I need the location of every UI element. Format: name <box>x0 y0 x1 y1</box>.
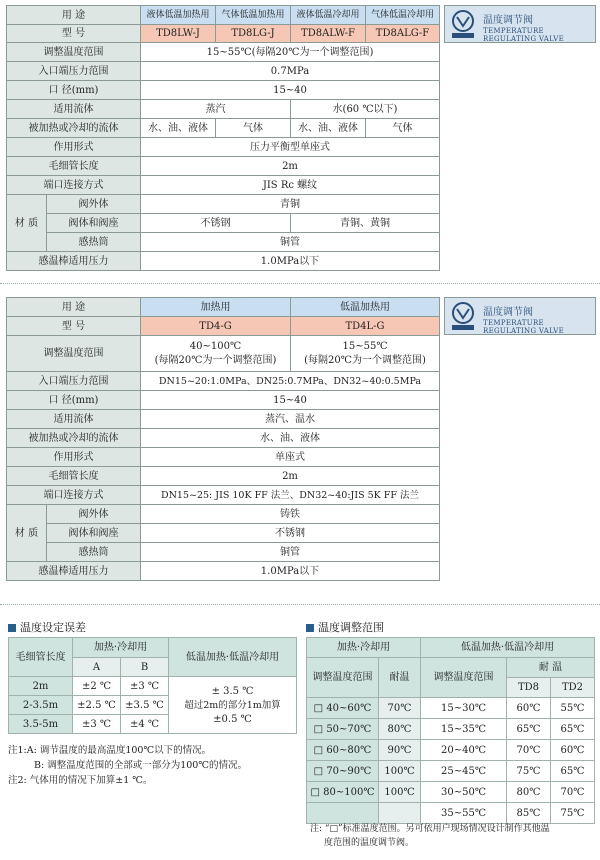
row-label: 被加热或冷却的流体 <box>7 429 141 448</box>
row-value: 青铜 <box>141 195 440 214</box>
range-note: (每隔20℃为一个调整范围) <box>154 355 277 366</box>
logo-en-title: TEMPERATURE REGULATING VALVE <box>483 27 564 43</box>
row-value: 蒸汽 <box>141 100 291 119</box>
row-value: 15~40 <box>141 391 440 410</box>
standard-range-marker: □ <box>313 702 324 714</box>
use-cell: 气体低温加热用 <box>216 6 291 25</box>
table-cell: 80℃ <box>507 782 551 803</box>
table-cell: ±3 ℃ <box>73 715 121 734</box>
row-value: JIS Rc 螺纹 <box>141 176 440 195</box>
note-line: B: 调整温度范围的全部或一部分为100℃的情况。 <box>34 760 247 771</box>
row-label: 适用流体 <box>7 100 141 119</box>
venn-logo-icon <box>449 301 477 331</box>
table-row-label: 2m <box>9 677 73 696</box>
divider <box>0 283 600 284</box>
row-value: 铸铁 <box>141 505 440 524</box>
standard-range-marker: □ <box>313 744 324 756</box>
row-label: 端口连接方式 <box>7 486 141 505</box>
row-label: 阀体和阀座 <box>47 214 141 233</box>
row-label: 感热筒 <box>47 233 141 252</box>
low-temp-value: ± 3.5 ℃ <box>211 685 254 697</box>
spec-table-1 <box>6 5 440 271</box>
row-value: 水、油、液体 <box>141 119 216 138</box>
model-cell: TD4L-G <box>291 317 440 336</box>
table-cell: 90℃ <box>379 740 421 761</box>
col-header: 低温加热·低温冷却用 <box>421 638 595 658</box>
table-row-label <box>307 719 379 740</box>
row-value: 蒸汽、温水 <box>141 410 440 429</box>
table-cell: 20~40℃ <box>421 740 507 761</box>
model-label: 型 号 <box>7 317 141 336</box>
col-header: 加热·冷却用 <box>73 638 169 658</box>
range-value: 60~80℃ <box>326 744 372 756</box>
standard-range-marker: □ <box>313 765 324 777</box>
row-label: 调整温度范围 <box>7 43 141 62</box>
table-cell: 75℃ <box>551 803 595 824</box>
row-label: 毛细管长度 <box>7 467 141 486</box>
model-cell: TD8ALG-F <box>366 25 440 43</box>
note-line: 度范围的温度调节阀。 <box>324 838 415 848</box>
row-label: 作用形式 <box>7 138 141 157</box>
col-header: 毛细管长度 <box>9 638 73 677</box>
row-value: 1.0MPa以下 <box>141 562 440 581</box>
model-cell: TD8ALW-F <box>291 25 366 43</box>
row-label: 被加热或冷却的流体 <box>7 119 141 138</box>
model-label: 型 号 <box>7 25 141 43</box>
row-value: 0.7MPa <box>141 62 440 81</box>
table-cell: 35~55℃ <box>421 803 507 824</box>
row-value: 15~40 <box>141 81 440 100</box>
table-cell: 60℃ <box>507 698 551 719</box>
row-label: 口 径(mm) <box>7 81 141 100</box>
table-cell: 60℃ <box>551 740 595 761</box>
range-value: 40~60℃ <box>326 702 372 714</box>
use-label: 用 途 <box>7 6 141 25</box>
table-row-label <box>307 782 379 803</box>
table-cell: 85℃ <box>507 803 551 824</box>
table-cell: 70℃ <box>507 740 551 761</box>
range-value: 50~70℃ <box>326 723 372 735</box>
table-cell: ±3.5 ℃ <box>121 696 169 715</box>
table-cell: ±3 ℃ <box>121 677 169 696</box>
use-cell: 气体低温冷却用 <box>366 6 440 25</box>
error-table <box>8 637 297 734</box>
row-label: 毛细管长度 <box>7 157 141 176</box>
range-table <box>306 637 595 824</box>
col-header: TD8 <box>507 678 551 698</box>
standard-range-marker: □ <box>313 723 324 735</box>
table-cell: 65℃ <box>551 761 595 782</box>
row-value: 气体 <box>366 119 440 138</box>
standard-range-marker: □ <box>310 786 320 798</box>
row-label: 阀外体 <box>47 505 141 524</box>
col-header: 调整温度范围 <box>421 658 507 698</box>
row-label: 调整温度范围 <box>7 336 141 372</box>
range-section-title: 温度调整范围 <box>318 621 384 634</box>
use-cell: 液体低温冷却用 <box>291 6 366 25</box>
row-value: DN15~25: JIS 10K FF 法兰、DN32~40:JIS 5K FF 法兰 <box>141 486 440 505</box>
use-cell: 加热用 <box>141 298 291 317</box>
model-cell: TD8LW-J <box>141 25 216 43</box>
table-cell: 100℃ <box>379 761 421 782</box>
table-cell: 55℃ <box>551 698 595 719</box>
table-cell: ±4 ℃ <box>121 715 169 734</box>
range-note: (每隔20℃为一个调整范围) <box>304 355 426 366</box>
spec-table-2 <box>6 297 440 581</box>
note-line: 注: “□”标准温度范围。另可依用户现场情况设计制作其他温 <box>310 824 550 834</box>
logo-cn-title: 温度调节阀 <box>483 15 533 26</box>
row-value: 青铜、黄铜 <box>291 214 440 233</box>
row-label: 作用形式 <box>7 448 141 467</box>
use-cell: 低温加热用 <box>291 298 440 317</box>
material-label: 材 质 <box>7 195 47 252</box>
note-line: 注2: 气体用的情况下加算±1 ℃。 <box>8 775 153 786</box>
row-value: 单座式 <box>141 448 440 467</box>
table-cell: 65℃ <box>551 719 595 740</box>
low-temp-addition: ±0.5 ℃ <box>213 713 252 725</box>
table-row-label <box>307 698 379 719</box>
range-cell <box>291 336 440 372</box>
row-label: 阀外体 <box>47 195 141 214</box>
row-value: 不锈钢 <box>141 214 291 233</box>
col-header: 调整温度范围 <box>307 658 379 698</box>
divider <box>0 604 600 605</box>
row-value: 水、油、液体 <box>291 119 366 138</box>
row-label: 感温棒适用压力 <box>7 562 141 581</box>
low-temp-note: 超过2m的部分1m加算 <box>184 699 281 711</box>
row-label: 入口端压力范围 <box>7 62 141 81</box>
row-value: 压力平衡型单座式 <box>141 138 440 157</box>
table-cell: ±2.5 ℃ <box>73 696 121 715</box>
row-value: DN15~20:1.0MPa、DN25:0.7MPa、DN32~40:0.5MPa <box>141 372 440 391</box>
table-cell: 70℃ <box>379 698 421 719</box>
row-label: 感温棒适用压力 <box>7 252 141 271</box>
row-value: 水、油、液体 <box>141 429 440 448</box>
row-value: 1.0MPa以下 <box>141 252 440 271</box>
model-cell: TD8LG-J <box>216 25 291 43</box>
col-header: 低温加热·低温冷却用 <box>169 638 297 677</box>
row-value: 铜管 <box>141 233 440 252</box>
row-label: 端口连接方式 <box>7 176 141 195</box>
col-header: A <box>73 658 121 677</box>
table-cell <box>379 803 421 824</box>
range-cell <box>141 336 291 372</box>
table-cell: 75℃ <box>507 761 551 782</box>
table-row-label: 2-3.5m <box>9 696 73 715</box>
use-cell: 液体低温加热用 <box>141 6 216 25</box>
brand-logo-box <box>444 5 596 43</box>
row-value: 水(60 ℃以下) <box>291 100 440 119</box>
table-row-label <box>307 803 379 824</box>
logo-en-title: TEMPERATURE REGULATING VALVE <box>483 319 564 335</box>
logo-cn-title: 温度调节阀 <box>483 307 533 318</box>
row-value: 15~55℃(每隔20℃为一个调整范围) <box>141 43 440 62</box>
row-value: 气体 <box>216 119 291 138</box>
material-label: 材 质 <box>7 505 47 562</box>
col-header: 耐温 <box>379 658 421 698</box>
row-value: 铜管 <box>141 543 440 562</box>
table-cell: 25~45℃ <box>421 761 507 782</box>
range-value: 40~100℃ <box>189 341 242 352</box>
low-temp-cell <box>169 677 297 734</box>
brand-logo-box <box>444 297 596 335</box>
table-row-label: 3.5-5m <box>9 715 73 734</box>
range-value: 15~55℃ <box>342 341 388 352</box>
row-label: 阀体和阀座 <box>47 524 141 543</box>
table-cell: 80℃ <box>379 719 421 740</box>
col-header: 耐 温 <box>507 658 595 678</box>
row-label: 适用流体 <box>7 410 141 429</box>
range-notes <box>310 822 550 850</box>
range-value: 80~100℃ <box>323 786 375 798</box>
col-header: B <box>121 658 169 677</box>
error-section-title: 温度设定误差 <box>20 621 86 634</box>
table-cell: 65℃ <box>507 719 551 740</box>
table-row-label <box>307 761 379 782</box>
table-cell: 15~35℃ <box>421 719 507 740</box>
range-section-title-wrap <box>306 619 384 635</box>
row-label: 口 径(mm) <box>7 391 141 410</box>
use-label: 用 途 <box>7 298 141 317</box>
table-cell: 100℃ <box>379 782 421 803</box>
col-header: 加热·冷却用 <box>307 638 421 658</box>
row-label: 感热筒 <box>47 543 141 562</box>
table-cell: 30~50℃ <box>421 782 507 803</box>
col-header: TD2 <box>551 678 595 698</box>
error-notes <box>8 743 247 788</box>
row-value: 2m <box>141 467 440 486</box>
note-line: 注1:A: 调节温度的最高温度100℃以下的情况。 <box>8 745 212 756</box>
table-cell: 70℃ <box>551 782 595 803</box>
error-section-title-wrap <box>8 619 86 635</box>
table-cell: 15~30℃ <box>421 698 507 719</box>
table-row-label <box>307 740 379 761</box>
venn-logo-icon <box>449 9 477 39</box>
bullet-square-icon <box>306 624 314 632</box>
row-value: 不锈钢 <box>141 524 440 543</box>
bullet-square-icon <box>8 624 16 632</box>
row-label: 入口端压力范围 <box>7 372 141 391</box>
row-value: 2m <box>141 157 440 176</box>
range-value: 70~90℃ <box>326 765 372 777</box>
model-cell: TD4-G <box>141 317 291 336</box>
table-cell: ±2 ℃ <box>73 677 121 696</box>
